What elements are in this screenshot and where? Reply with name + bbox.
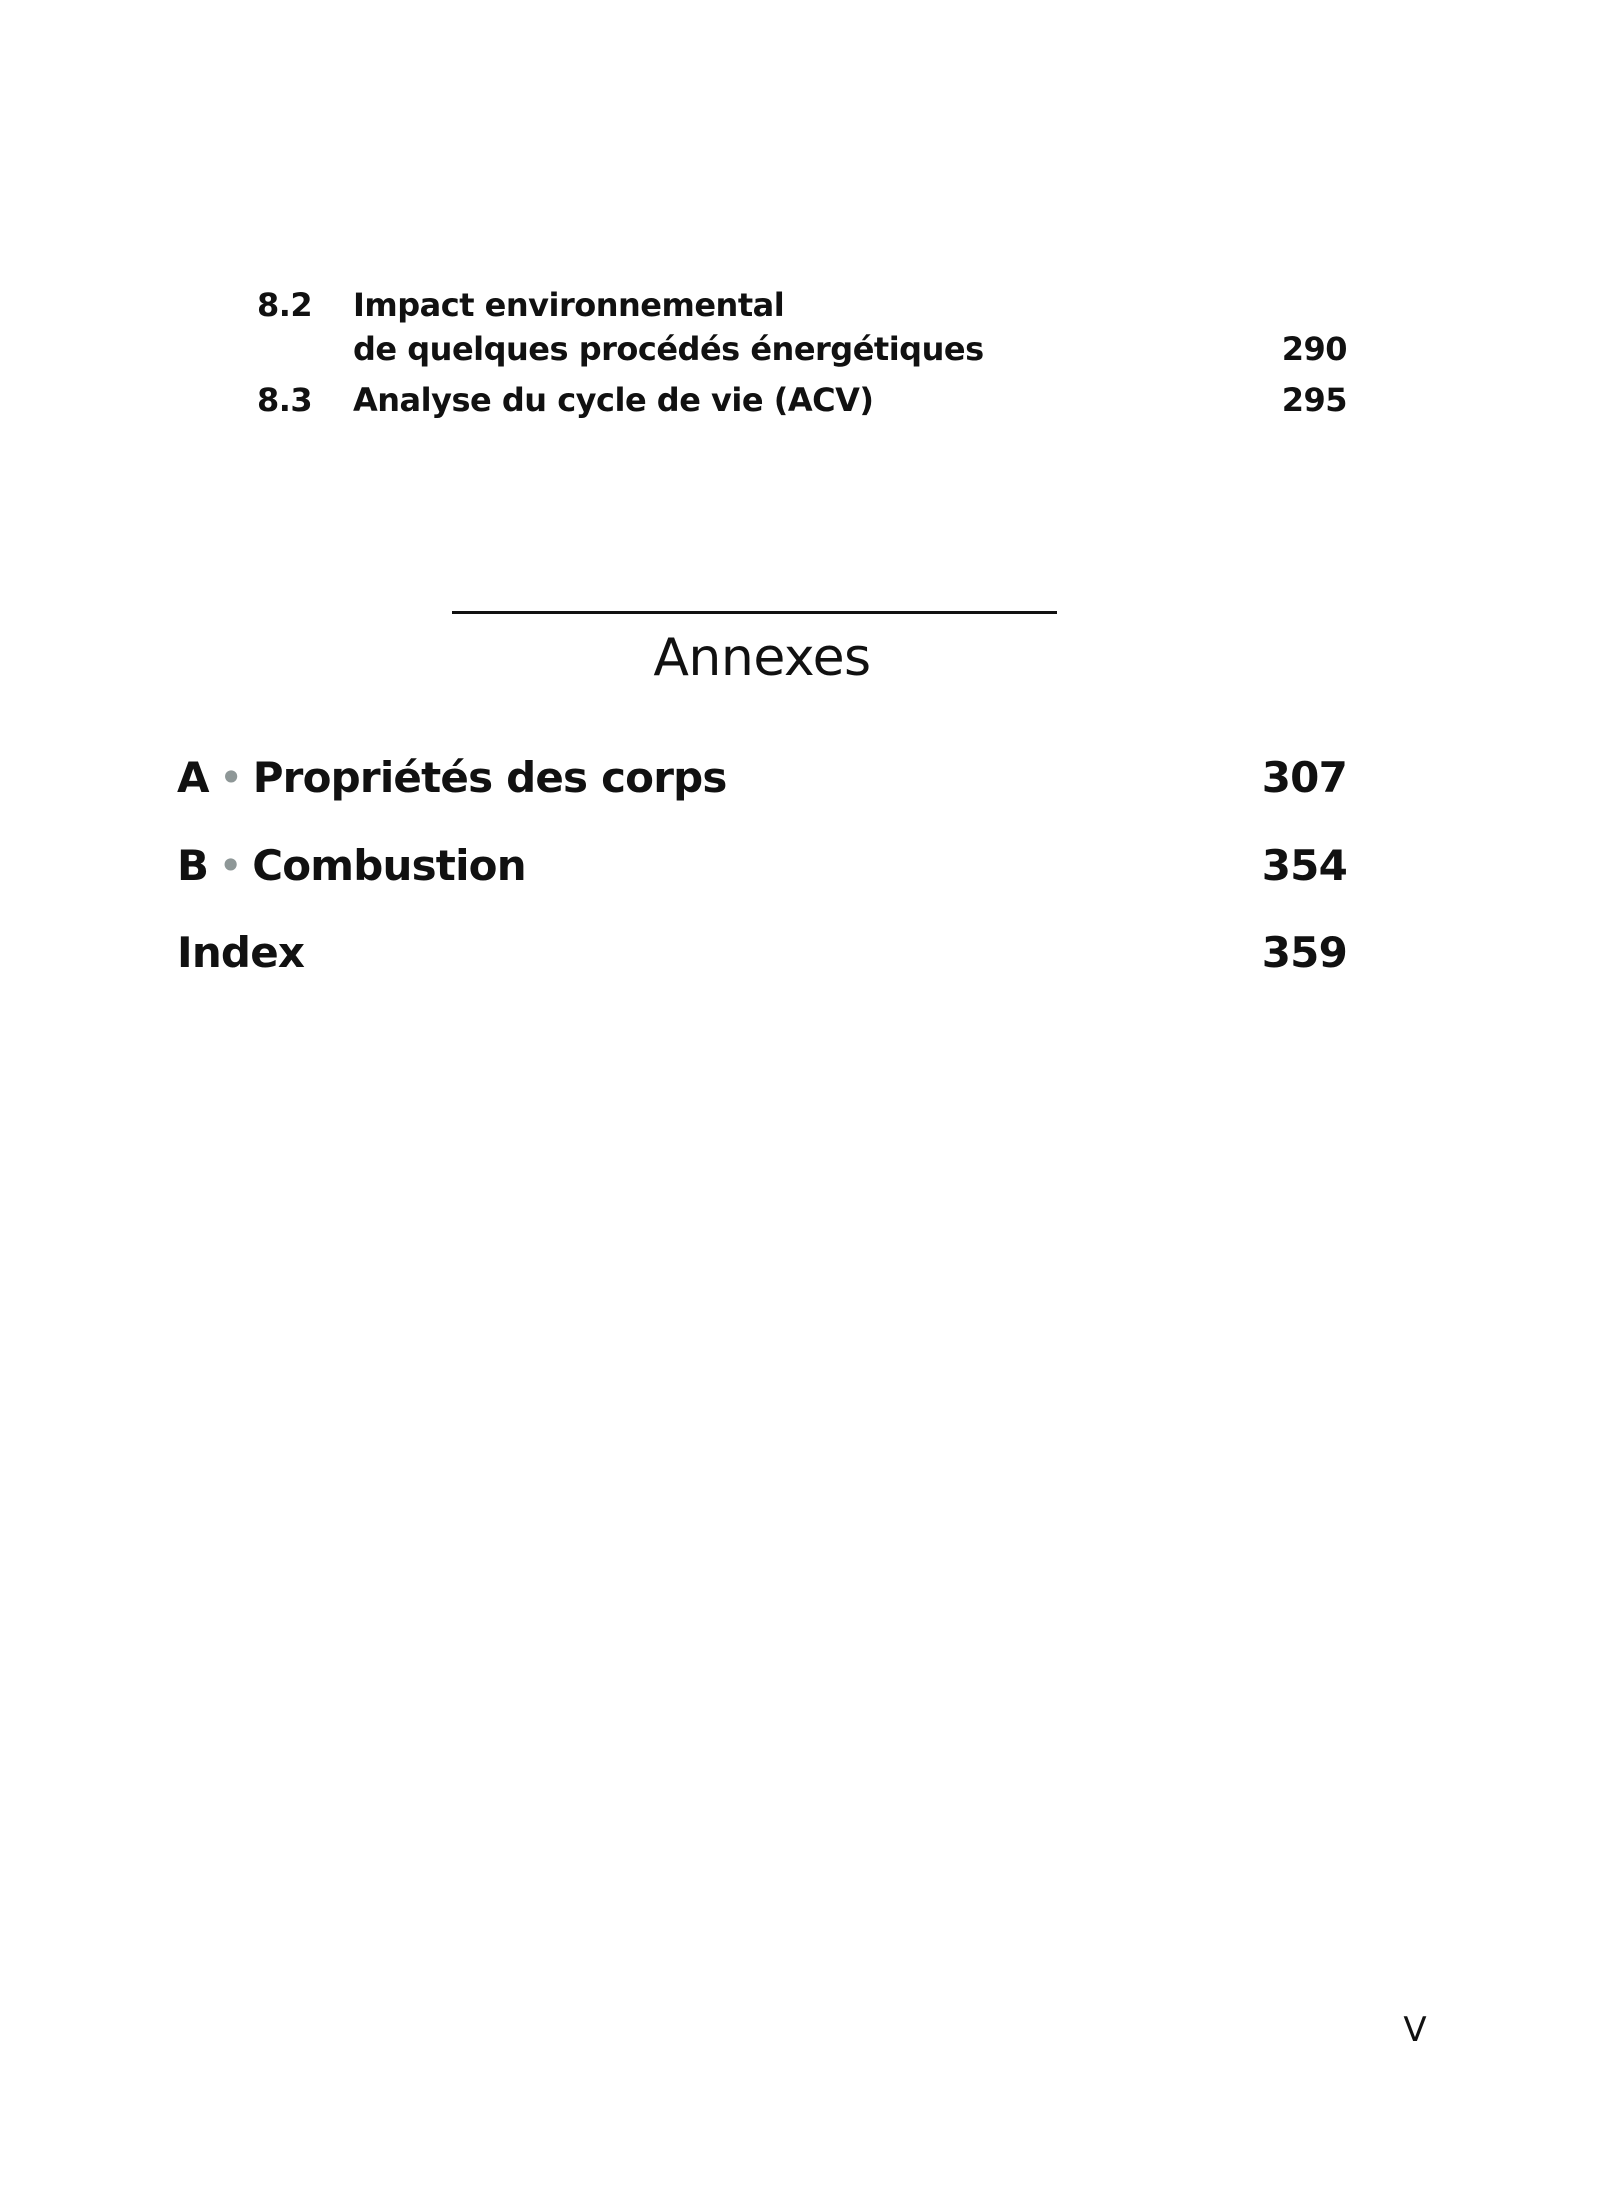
bullet-icon: • — [218, 753, 243, 802]
section-page-number: 290 — [1281, 330, 1347, 368]
index-title: Index — [177, 928, 305, 977]
annex-title: Propriétés des corps — [252, 753, 727, 802]
annex-page-number: 354 — [1261, 841, 1347, 890]
page-folio: V — [1403, 2010, 1427, 2050]
annex-label — [177, 746, 727, 810]
toc-entry-8-3[interactable] — [257, 378, 1347, 422]
section-title — [353, 283, 984, 371]
toc-entry-annex-a[interactable] — [177, 746, 1347, 810]
toc-entry-annex-b[interactable] — [177, 834, 1347, 898]
annex-title: Combustion — [252, 841, 526, 890]
annexes-divider — [452, 611, 1057, 614]
toc-entry-index[interactable] — [177, 921, 1347, 985]
section-number: 8.3 — [257, 381, 313, 419]
section-title-line-1: Impact environnemental — [353, 286, 785, 324]
toc-entry-8-2[interactable] — [257, 283, 1347, 373]
annex-label — [177, 834, 526, 898]
section-number: 8.2 — [257, 286, 313, 324]
annex-letter: B — [177, 841, 209, 890]
annexes-heading: Annexes — [653, 628, 871, 688]
index-page-number: 359 — [1261, 928, 1347, 977]
section-page-number: 295 — [1281, 381, 1347, 419]
annex-page-number: 307 — [1261, 753, 1347, 802]
section-title: Analyse du cycle de vie (ACV) — [353, 381, 874, 419]
section-title-line-2: de quelques procédés énergétiques — [353, 330, 984, 368]
bullet-icon: • — [218, 841, 243, 890]
annex-letter: A — [177, 753, 209, 802]
